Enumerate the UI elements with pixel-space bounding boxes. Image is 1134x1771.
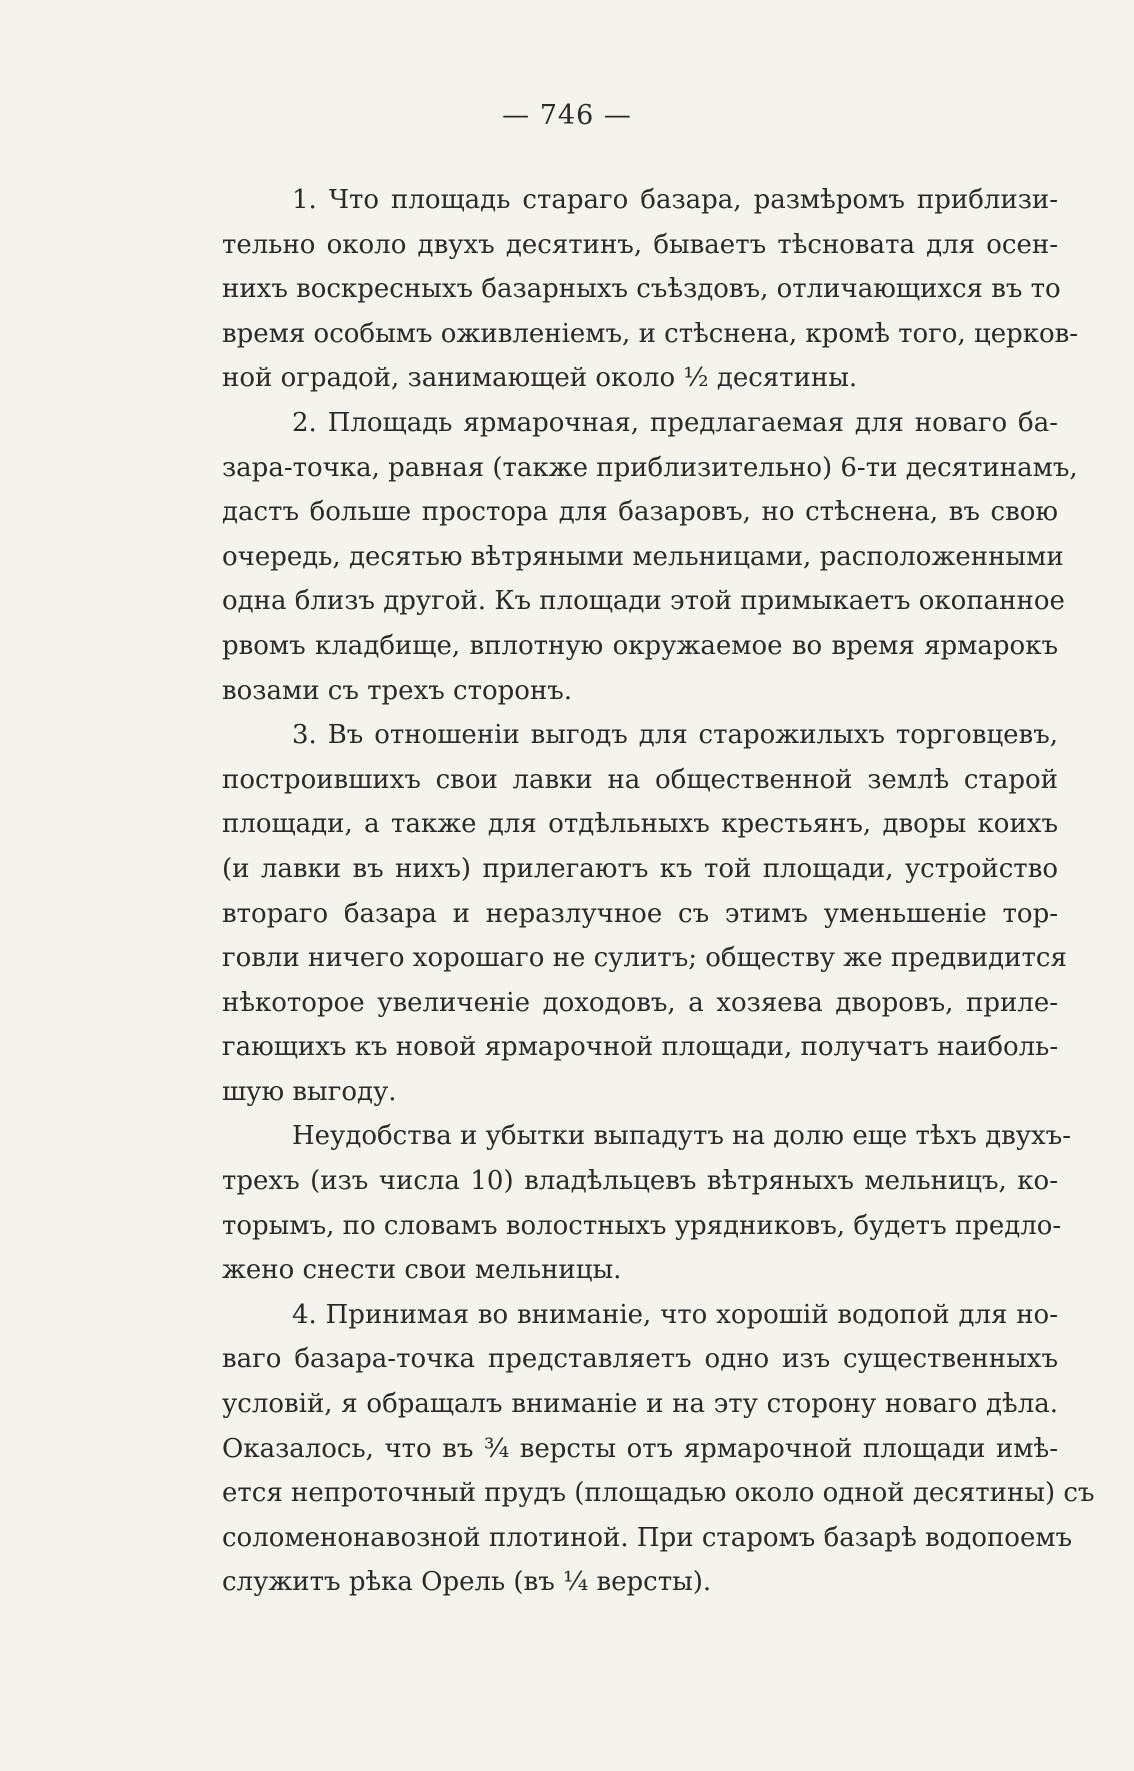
text-line: зара-точка, равная (также приблизительно) 6-ти десятинамъ,: [222, 452, 1078, 483]
text-line: площади, а также для отдѣльныхъ крестьянъ, дворы коихъ: [222, 809, 1058, 840]
text-line: рвомъ кладбище, вплотную окружаемое во время ярмарокъ: [222, 630, 1058, 661]
text-line: говли ничего хорошаго не сулитъ; обществу же предвидится: [222, 943, 1067, 974]
text-line: тельно около двухъ десятинъ, бываетъ тѣсновата для осен-: [222, 229, 1058, 260]
text-line: соломенонавозной плотиной. При старомъ базарѣ водопоемъ: [222, 1522, 1073, 1553]
text-line: трехъ (изъ числа 10) владѣльцевъ вѣтряныхъ мельницъ, ко-: [222, 1166, 1058, 1197]
paragraph-1: [222, 178, 1079, 401]
paragraph-4: [222, 1114, 1071, 1292]
text-line: Неудобства и убытки выпадутъ на долю еще тѣхъ двухъ-: [292, 1121, 1071, 1152]
text-line: ной оградой, занимающей около ½ десятины.: [222, 363, 858, 394]
text-line: нѣкоторое увеличеніе доходовъ, а хозяева дворовъ, приле-: [222, 987, 1058, 1018]
paragraph-3: [222, 713, 1067, 1114]
paragraph-5: [222, 1293, 1095, 1605]
text-line: дастъ больше простора для базаровъ, но стѣснена, въ свою: [222, 497, 1058, 528]
paragraph-2: [222, 401, 1078, 713]
text-line: нихъ воскресныхъ базарныхъ съѣздовъ, отличающихся въ то: [222, 274, 1061, 305]
text-line: жено снести свои мельницы.: [222, 1255, 622, 1286]
text-line: шую выгоду.: [222, 1076, 397, 1107]
text-line: втораго базара и неразлучное съ этимъ уменьшеніе тор-: [222, 898, 1058, 929]
text-line: 3. Въ отношеніи выгодъ для старожилыхъ торговцевъ,: [292, 720, 1058, 751]
text-line: ваго базара-точка представляетъ одно изъ существенныхъ: [222, 1344, 1058, 1375]
text-line: служитъ рѣка Орель (въ ¼ версты).: [222, 1567, 712, 1598]
text-line: Оказалось, что въ ¾ версты отъ ярмарочной площади имѣ-: [222, 1433, 1058, 1464]
text-line: одна близъ другой. Къ площади этой примыкаетъ окопанное: [222, 586, 1065, 617]
text-line: условій, я обращалъ вниманіе и на эту сторону новаго дѣла.: [222, 1389, 1058, 1420]
body-text: [222, 178, 1095, 1605]
text-line: возами съ трехъ сторонъ.: [222, 675, 573, 706]
text-line: ется непроточный прудъ (площадью около одной десятины) съ: [222, 1478, 1095, 1509]
text-line: 2. Площадь ярмарочная, предлагаемая для новаго ба-: [292, 407, 1058, 438]
text-line: (и лавки въ нихъ) прилегаютъ къ той площади, устройство: [222, 853, 1058, 884]
text-line: построившихъ свои лавки на общественной землѣ старой: [222, 764, 1058, 795]
text-line: время особымъ оживленіемъ, и стѣснена, кромѣ того, церков-: [222, 318, 1079, 349]
text-line: очередь, десятью вѣтряными мельницами, расположенными: [222, 541, 1064, 572]
text-line: 4. Принимая во вниманіе, что хорошій водопой для но-: [292, 1299, 1058, 1330]
text-line: 1. Что площадь стараго базара, размѣромъ приблизи-: [292, 185, 1058, 215]
text-line: торымъ, по словамъ волостныхъ урядниковъ, будетъ предло-: [222, 1210, 1062, 1241]
text-line: гающихъ къ новой ярмарочной площади, получатъ наиболь-: [222, 1032, 1059, 1063]
page-number: — 746 —: [502, 100, 632, 131]
